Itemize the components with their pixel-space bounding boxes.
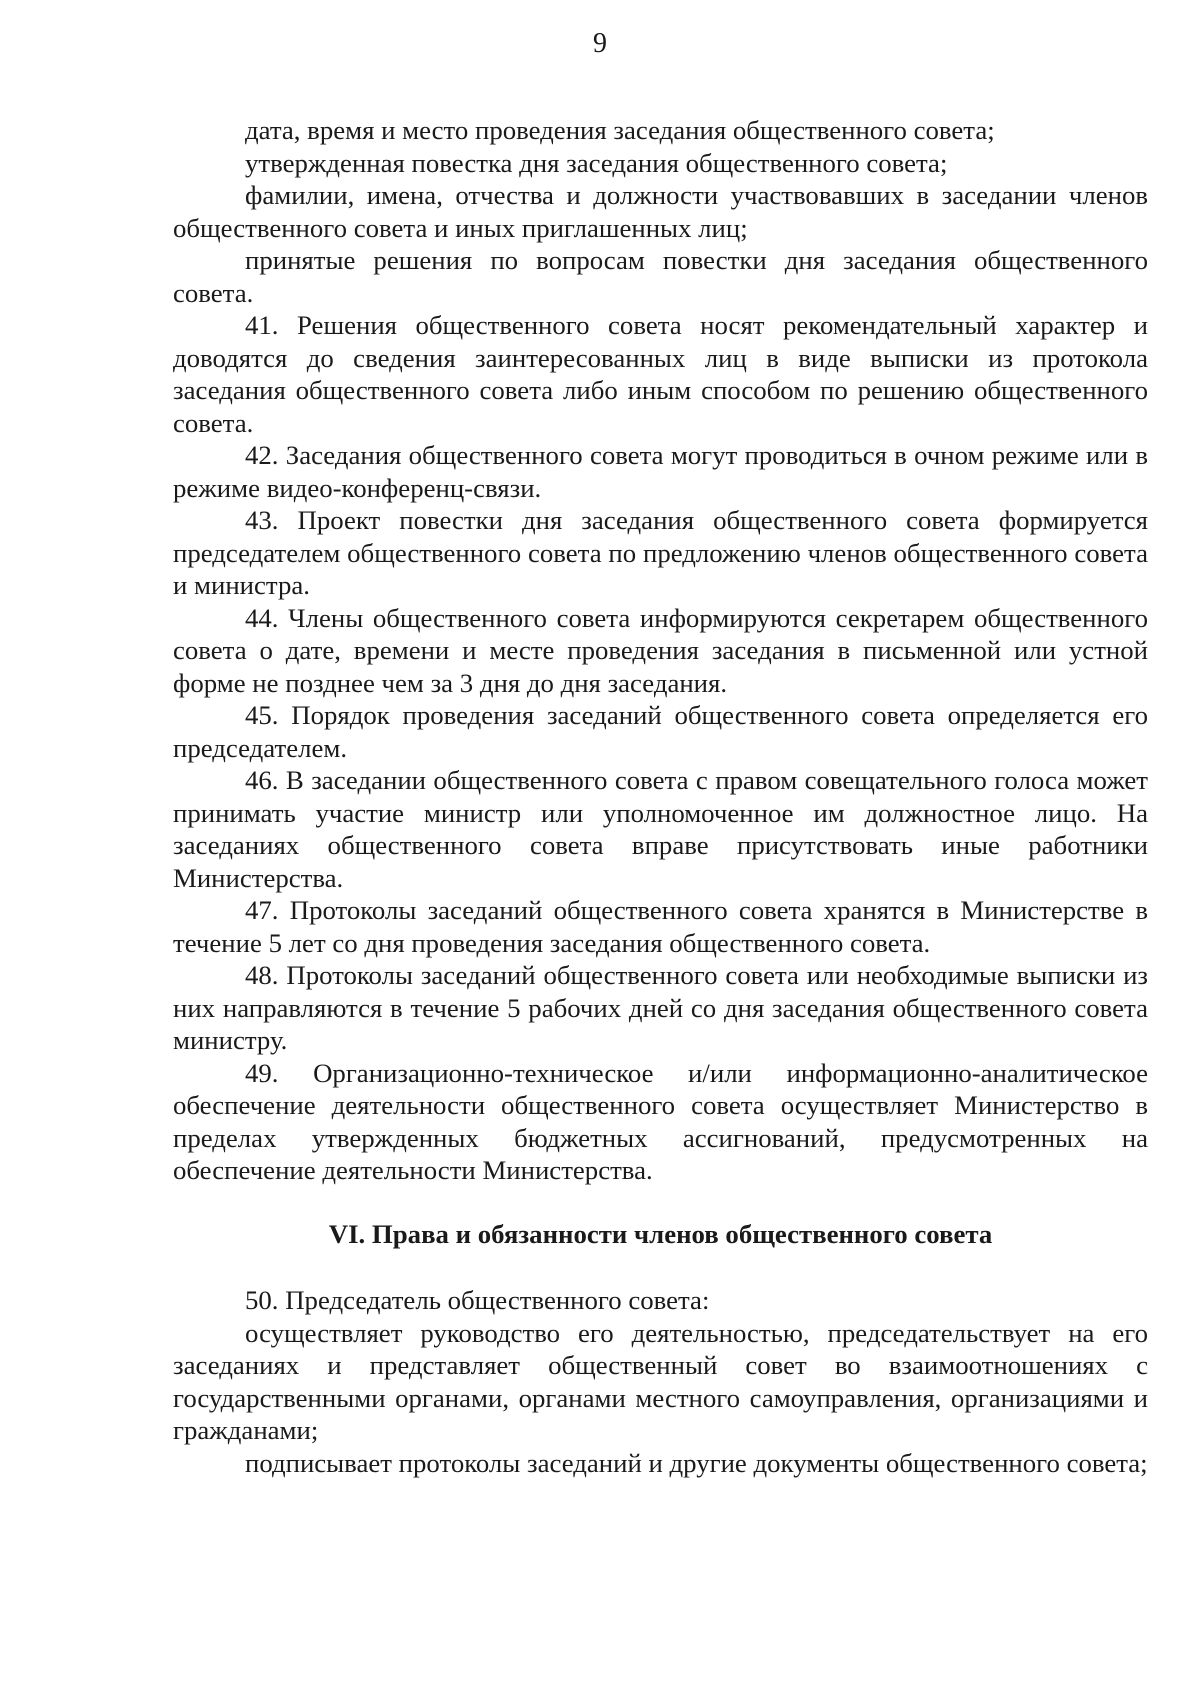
section-heading: VI. Права и обязанности членов общественного совета <box>328 1218 993 1249</box>
paragraph: утвержденная повестка дня заседания общественного совета; <box>245 147 948 178</box>
paragraph: фамилии, имена, отчества и должности участвовавших в заседании членов общественного совета и иных приглашенных лиц; <box>173 180 1148 243</box>
paragraph-item-43: 43. Проект повестки дня заседания общественного совета формируется председателем общественного совета по предложению членов общественного совета и министра. <box>173 505 1148 600</box>
paragraph: принятые решения по вопросам повестки дня заседания общественного совета. <box>173 245 1148 308</box>
document-body <box>173 114 1148 1479</box>
paragraph-item-50: 50. Председатель общественного совета: <box>245 1285 710 1315</box>
paragraph-item-44: 44. Члены общественного совета информируются секретарем общественного совета о дате, времени и месте проведения заседания в письменной или устной форме не позднее чем за 3 дня до дня заседания. <box>173 602 1148 698</box>
paragraph-item-48: 48. Протоколы заседаний общественного совета или необходимые выписки из них направляются в течение 5 рабочих дней со дня заседания общественного совета министру. <box>173 960 1148 1055</box>
paragraph-item-45: 45. Порядок проведения заседаний общественного совета определяется его председателем. <box>173 700 1148 763</box>
paragraph: осуществляет руководство его деятельностью, председательствует на его заседаниях и представляет общественный совет во взаимоотношениях с государственными органами, органами местного самоуправления, организациями и гражданами; <box>173 1317 1148 1445</box>
page-number: 9 <box>593 28 607 59</box>
paragraph-item-46: 46. В заседании общественного совета с правом совещательного голоса может принимать участие министр или уполномоченное им должностное лицо. На заседаниях общественного совета вправе присутствовать иные работники Министерства. <box>173 765 1148 893</box>
paragraph-item-49: 49. Организационно-техническое и/или информационно-аналитическое обеспечение деятельности общественного совета осуществляет Министерство в пределах утвержденных бюджетных ассигнований, предусмотренных на обеспечение деятельности Министерства. <box>173 1057 1148 1185</box>
paragraph-item-42: 42. Заседания общественного совета могут проводиться в очном режиме или в режиме видео-конференц-связи. <box>173 440 1148 503</box>
paragraph-item-41: 41. Решения общественного совета носят рекомендательный характер и доводятся до сведения заинтересованных лиц в виде выписки из протокола заседания общественного совета либо иным способом по решению общественного совета. <box>173 310 1148 438</box>
paragraph: дата, время и место проведения заседания общественного совета; <box>245 115 995 145</box>
paragraph: подписывает протоколы заседаний и другие документы общественного совета; <box>245 1447 1148 1478</box>
paragraph-item-47: 47. Протоколы заседаний общественного совета хранятся в Министерстве в течение 5 лет со дня проведения заседания общественного совета. <box>173 895 1148 958</box>
